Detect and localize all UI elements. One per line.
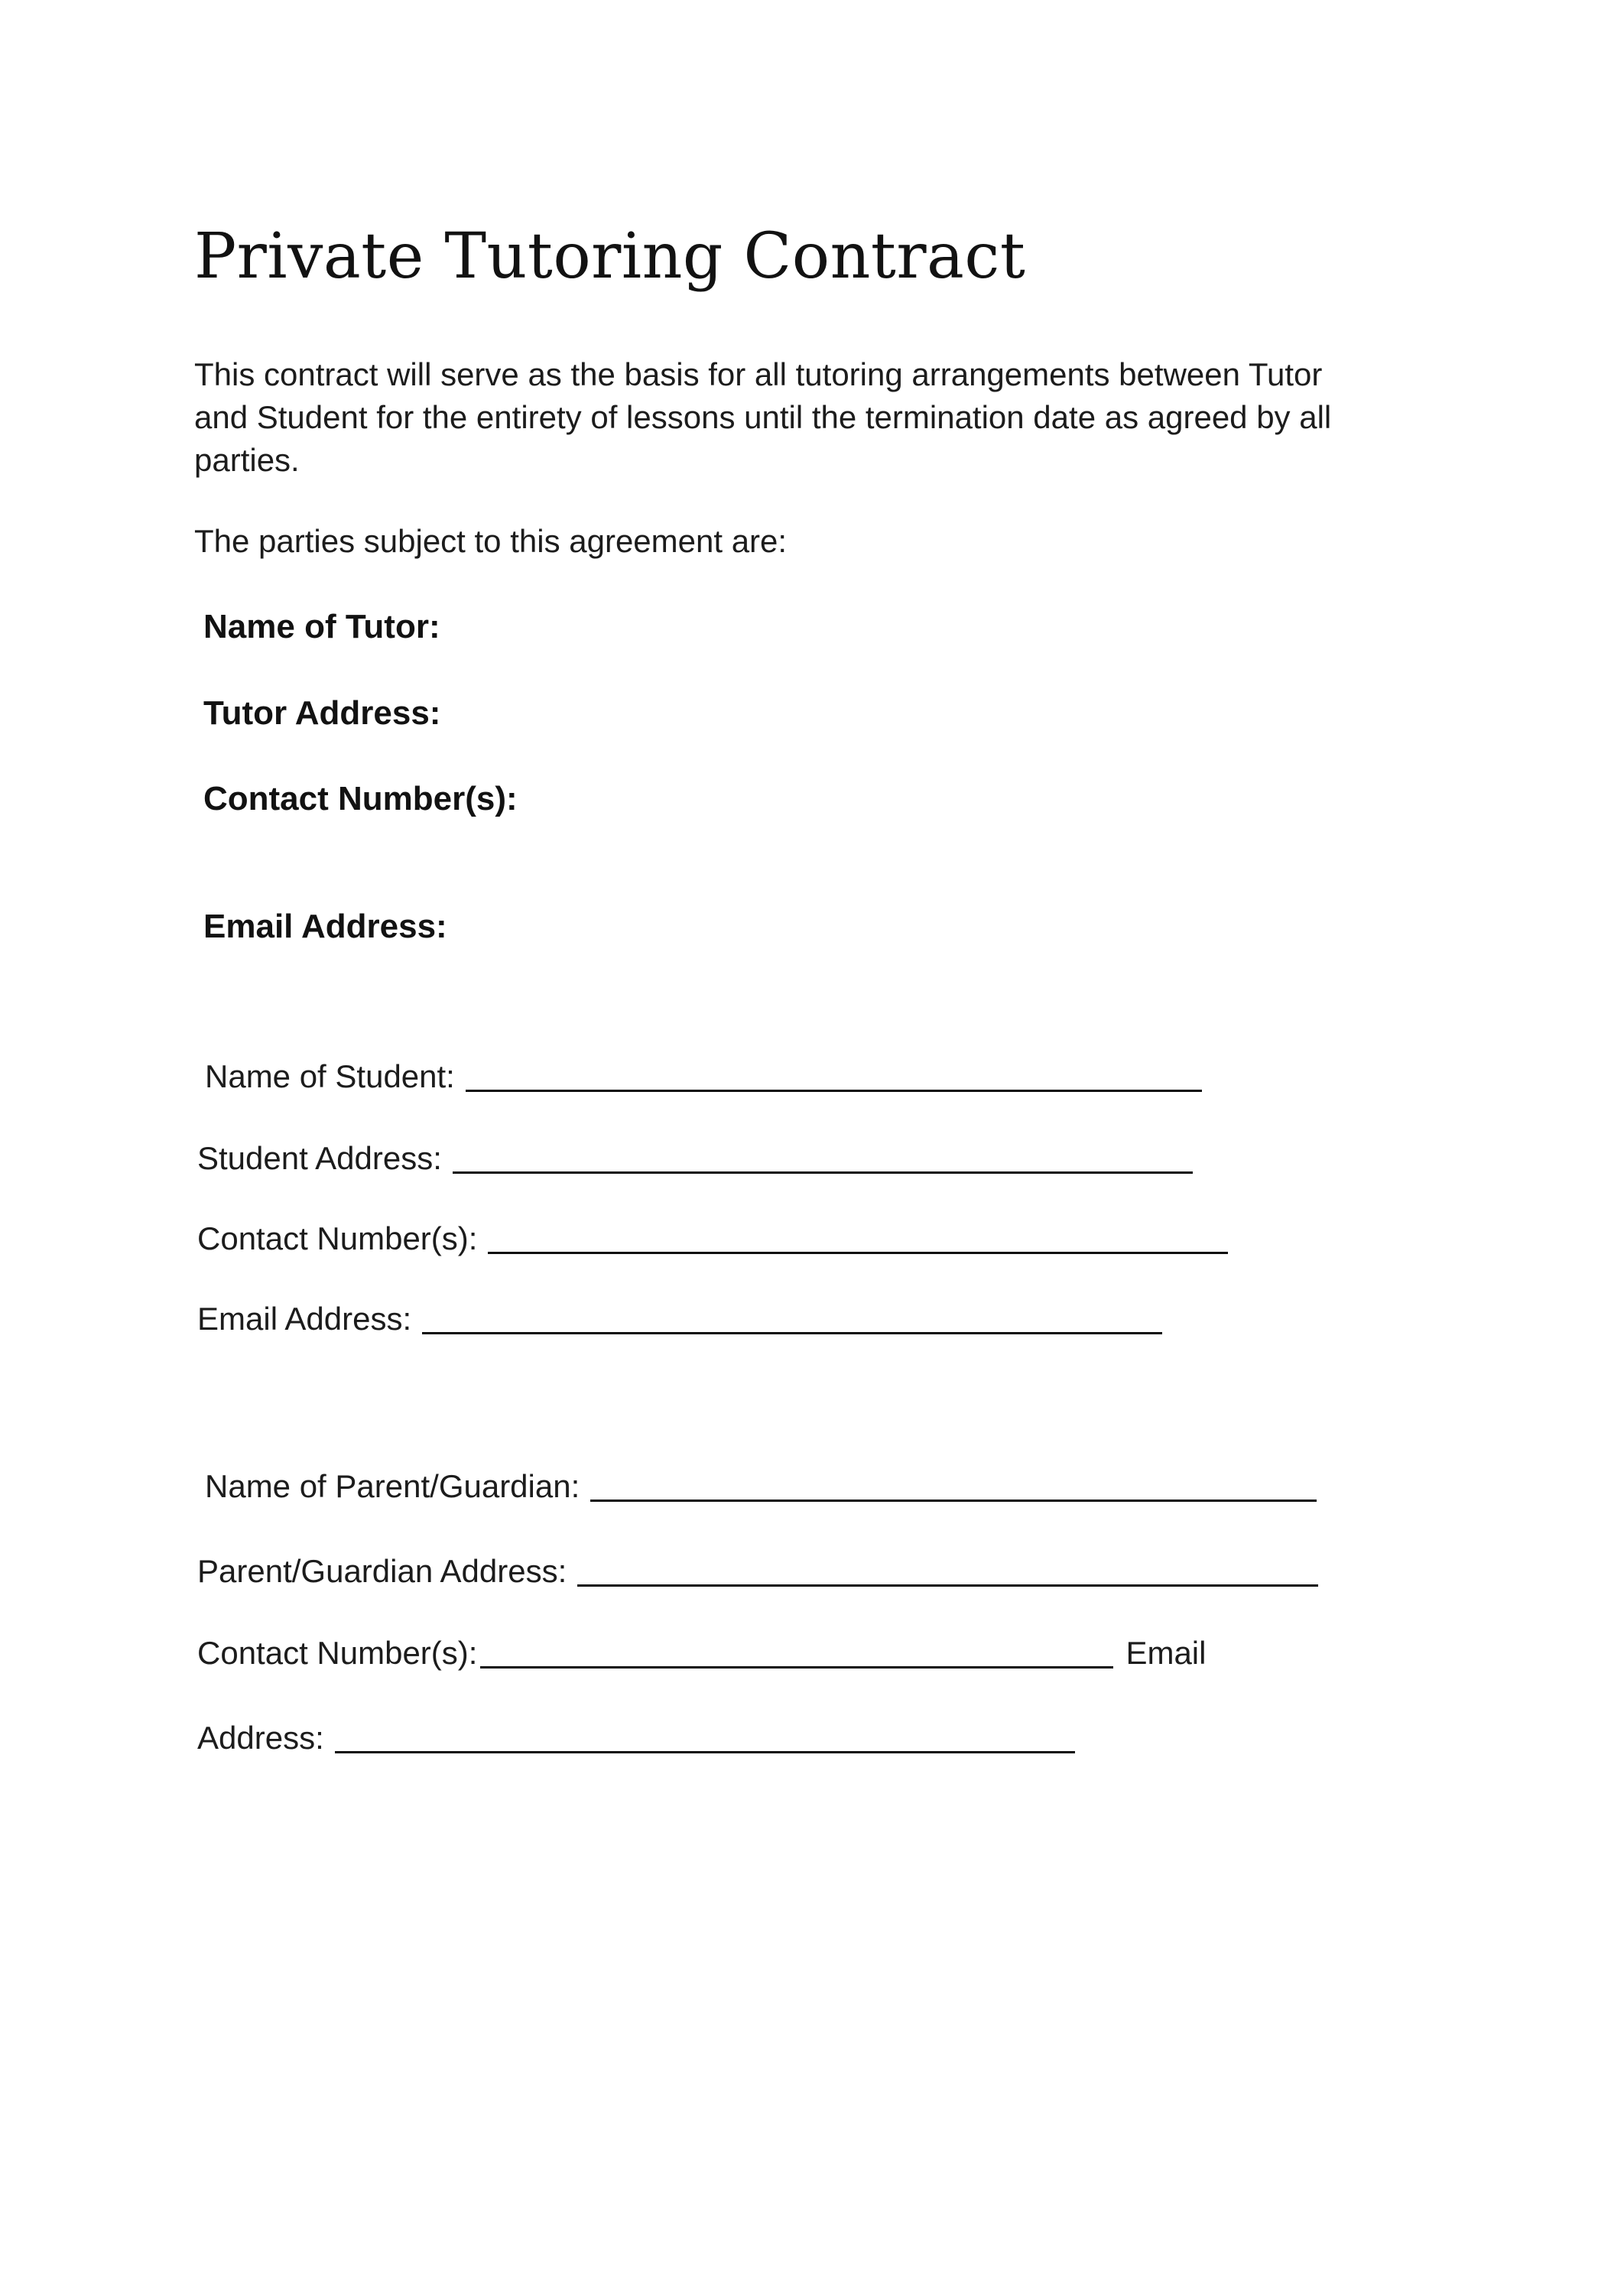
parent-address-input-line[interactable] xyxy=(577,1555,1318,1587)
student-email-input-line[interactable] xyxy=(422,1302,1162,1334)
intro-line-2: and Student for the entirety of lessons until the termination date as agreed by all xyxy=(194,399,1332,435)
student-name-input-line[interactable] xyxy=(466,1060,1202,1092)
parent-contact-input-line[interactable] xyxy=(480,1636,1113,1669)
parent-name-input-line[interactable] xyxy=(590,1470,1317,1502)
page-title: Private Tutoring Contract xyxy=(194,220,1026,293)
intro-line-1: This contract will serve as the basis for all tutoring arrangements between Tutor xyxy=(194,356,1323,392)
parties-heading: The parties subject to this agreement are: xyxy=(194,523,788,559)
student-email-row xyxy=(197,1298,1162,1337)
tutor-name-label: Name of Tutor: xyxy=(203,608,440,645)
student-address-row xyxy=(197,1137,1193,1177)
student-address-label: Student Address: xyxy=(197,1140,442,1176)
student-email-label: Email Address: xyxy=(197,1301,412,1337)
student-name-label: Name of Student: xyxy=(205,1058,455,1094)
parent-email-word: Email xyxy=(1125,1635,1207,1671)
student-name-row xyxy=(205,1055,1202,1095)
parent-email-input-line[interactable] xyxy=(335,1721,1075,1753)
parent-name-row xyxy=(205,1465,1317,1505)
parent-email-address-label: Address: xyxy=(197,1720,324,1756)
parent-contact-label: Contact Number(s): xyxy=(197,1635,478,1671)
student-contact-label: Contact Number(s): xyxy=(197,1220,478,1256)
intro-paragraph xyxy=(194,353,1331,482)
parent-address-label: Parent/Guardian Address: xyxy=(197,1553,567,1589)
intro-line-3: parties. xyxy=(194,442,300,478)
tutor-contact-label: Contact Number(s): xyxy=(203,780,518,817)
parent-contact-row xyxy=(197,1632,1206,1672)
tutor-address-label: Tutor Address: xyxy=(203,694,441,732)
parent-name-label: Name of Parent/Guardian: xyxy=(205,1468,580,1504)
student-address-input-line[interactable] xyxy=(453,1142,1193,1174)
parent-address-row xyxy=(197,1550,1318,1590)
student-contact-input-line[interactable] xyxy=(488,1222,1228,1254)
tutor-email-label: Email Address: xyxy=(203,908,447,945)
parent-email-address-row xyxy=(197,1717,1075,1756)
student-contact-row xyxy=(197,1217,1228,1257)
